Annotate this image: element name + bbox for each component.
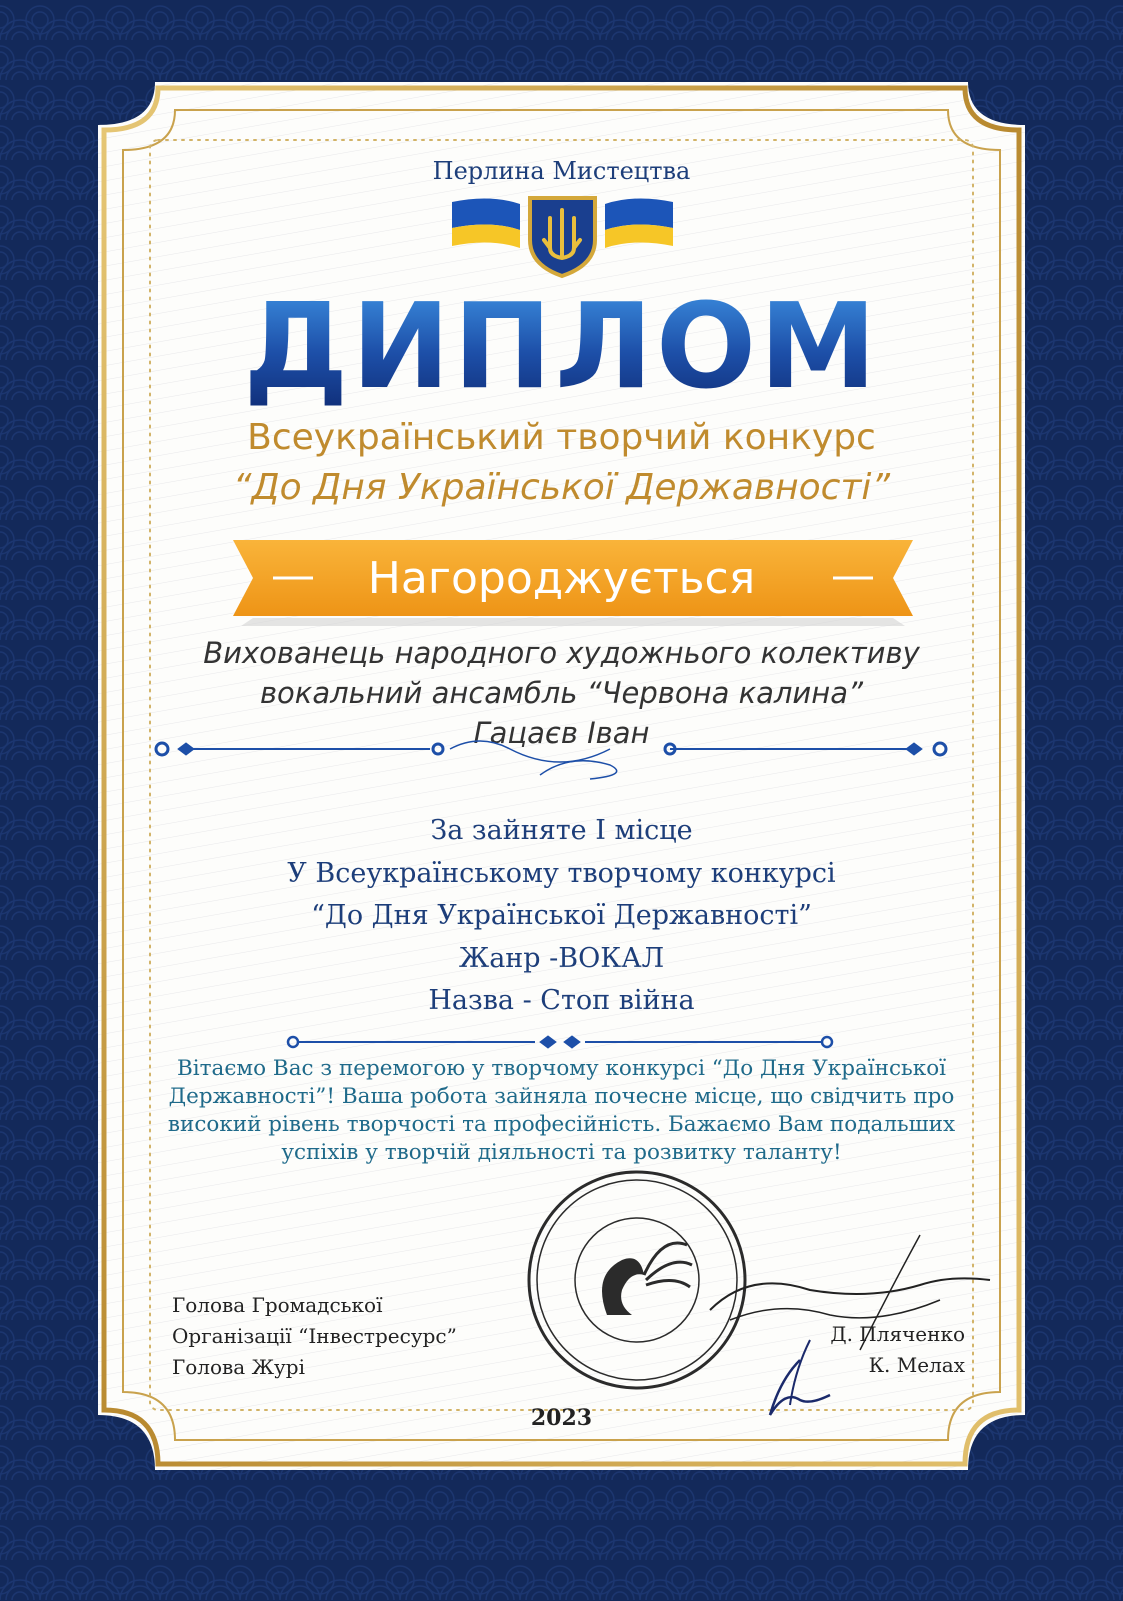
- recipient-line2: вокальний ансамбль “Червона калина”: [259, 676, 864, 710]
- diploma-title: ДИПЛОМ: [0, 285, 1123, 409]
- contest-title-line1: Всеукраїнський творчий конкурс: [247, 417, 876, 458]
- diploma-year: 2023: [530, 1405, 593, 1431]
- ukrainian-ribbon-emblem: [450, 190, 675, 280]
- recipient-name: Гацаєв Іван: [473, 716, 650, 750]
- recipient-line1: Вихованець народного художнього колективу: [203, 636, 920, 670]
- section-divider: [285, 1032, 835, 1052]
- contest-title-line2: “До Дня Української Державності”: [232, 467, 891, 508]
- signatory-name-2: К. Мелах: [868, 1353, 965, 1377]
- congratulation-text: Вітаємо Вас з перемогою у творчому конкурсі “До Дня Української Державності”! Ваша робота зайняла почесне місце, що свідчить про високий рівень творчості та професійність. Бажаємо Вам подальших успіхів у творчій діяльності та розвитку таланту!: [167, 1056, 956, 1165]
- signatory-title-line3: Голова Журі: [172, 1355, 306, 1379]
- award-contest: У Всеукраїнському творчому конкурсі: [287, 858, 836, 889]
- award-genre: Жанр -ВОКАЛ: [458, 943, 665, 974]
- signatory-title-line2: Організації “Інвестресурс”: [172, 1324, 457, 1348]
- signatory-title-line1: Голова Громадської: [172, 1293, 383, 1317]
- award-place: За зайняте І місце: [430, 815, 693, 846]
- ornamental-divider: [150, 735, 970, 785]
- signatories-names: [805, 1319, 965, 1381]
- signatories-titles: [172, 1290, 457, 1383]
- organization-title: Перлина Мистецтва: [432, 157, 691, 185]
- award-work-title: Назва - Стоп війна: [428, 985, 695, 1016]
- award-banner-label: Нагороджується: [367, 553, 756, 604]
- award-contest-name: “До Дня Української Державності”: [311, 900, 812, 931]
- signatory-name-1: Д. Пляченко: [830, 1322, 965, 1346]
